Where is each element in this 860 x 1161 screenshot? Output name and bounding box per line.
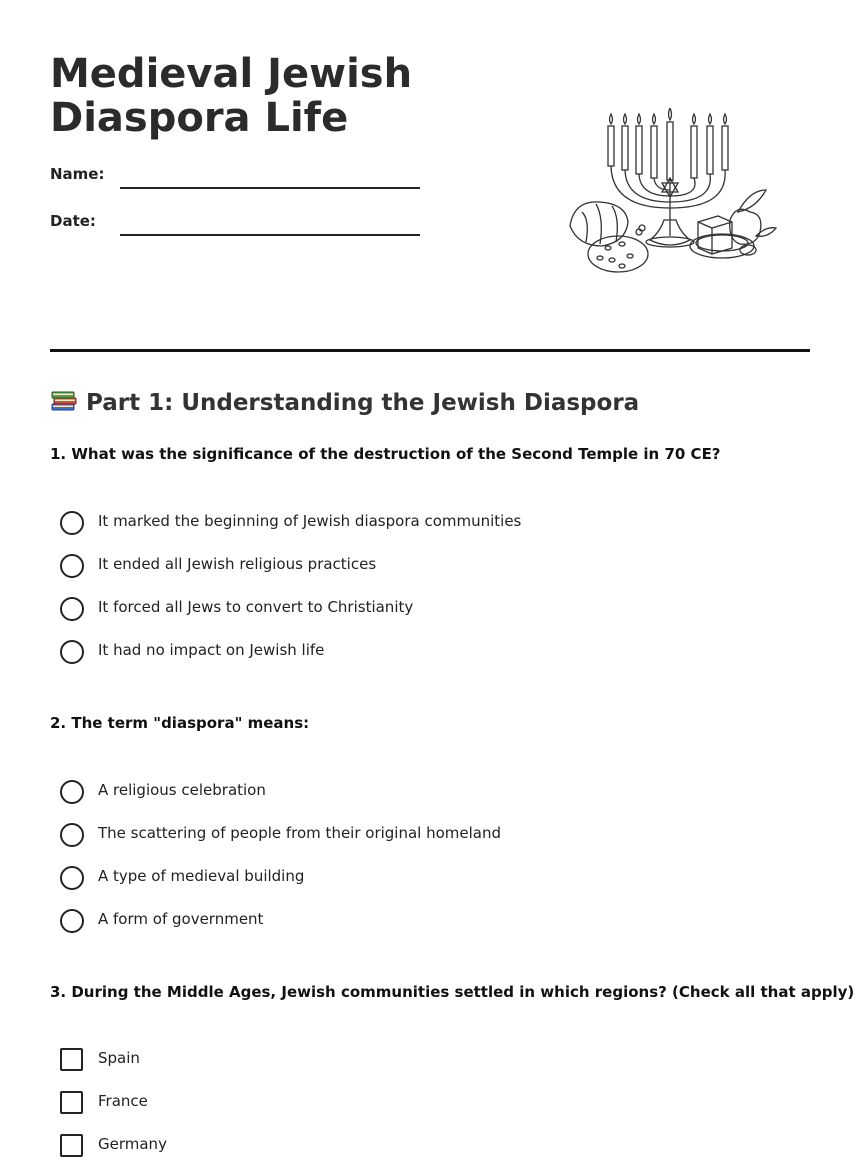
title-line-1: Medieval Jewish (50, 51, 413, 97)
title-line-2: Diaspora Life (50, 95, 349, 141)
option-label: It ended all Jewish religious practices (98, 555, 377, 573)
section-heading-part-1 (50, 388, 639, 416)
q2-option-3[interactable] (60, 865, 760, 891)
option-label: France (98, 1092, 148, 1110)
q3-option-3[interactable] (60, 1133, 760, 1159)
books-icon (50, 388, 78, 414)
q3-option-2[interactable] (60, 1090, 760, 1116)
question-1: 1. What was the significance of the destruction of the Second Temple in 70 CE? (50, 445, 721, 463)
date-label: Date: (50, 212, 96, 230)
radio-button[interactable] (60, 866, 84, 890)
option-label: It forced all Jews to convert to Christianity (98, 598, 414, 616)
checkbox[interactable] (60, 1134, 83, 1157)
q2-option-2[interactable] (60, 822, 760, 848)
question-3: 3. During the Middle Ages, Jewish communities settled in which regions? (Check all that apply) (50, 983, 855, 1001)
worksheet-title (50, 52, 490, 140)
question-2: 2. The term "diaspora" means: (50, 714, 310, 732)
option-label: It had no impact on Jewish life (98, 641, 325, 659)
radio-button[interactable] (60, 511, 84, 535)
option-label: Spain (98, 1049, 140, 1067)
q2-option-4[interactable] (60, 908, 760, 934)
radio-button[interactable] (60, 554, 84, 578)
radio-button[interactable] (60, 640, 84, 664)
menorah-illustration (560, 108, 780, 280)
q1-option-4[interactable] (60, 639, 760, 665)
radio-button[interactable] (60, 780, 84, 804)
name-line[interactable] (120, 187, 420, 189)
date-line[interactable] (120, 234, 420, 236)
name-field[interactable] (50, 165, 420, 195)
radio-button[interactable] (60, 597, 84, 621)
radio-button[interactable] (60, 909, 84, 933)
q1-option-2[interactable] (60, 553, 760, 579)
checkbox[interactable] (60, 1048, 83, 1071)
checkbox[interactable] (60, 1091, 83, 1114)
q1-option-1[interactable] (60, 510, 760, 536)
option-label: Germany (98, 1135, 167, 1153)
section-divider (50, 349, 810, 352)
q3-option-1[interactable] (60, 1047, 760, 1073)
q2-option-1[interactable] (60, 779, 760, 805)
option-label: It marked the beginning of Jewish diaspora communities (98, 512, 522, 530)
option-label: A form of government (98, 910, 264, 928)
date-field[interactable] (50, 212, 420, 242)
q1-option-3[interactable] (60, 596, 760, 622)
candles (608, 108, 728, 180)
radio-button[interactable] (60, 823, 84, 847)
name-label: Name: (50, 165, 105, 183)
section-heading-text: Part 1: Understanding the Jewish Diaspora (86, 390, 640, 416)
option-label: A religious celebration (98, 781, 266, 799)
option-label: The scattering of people from their original homeland (98, 824, 502, 842)
option-label: A type of medieval building (98, 867, 305, 885)
